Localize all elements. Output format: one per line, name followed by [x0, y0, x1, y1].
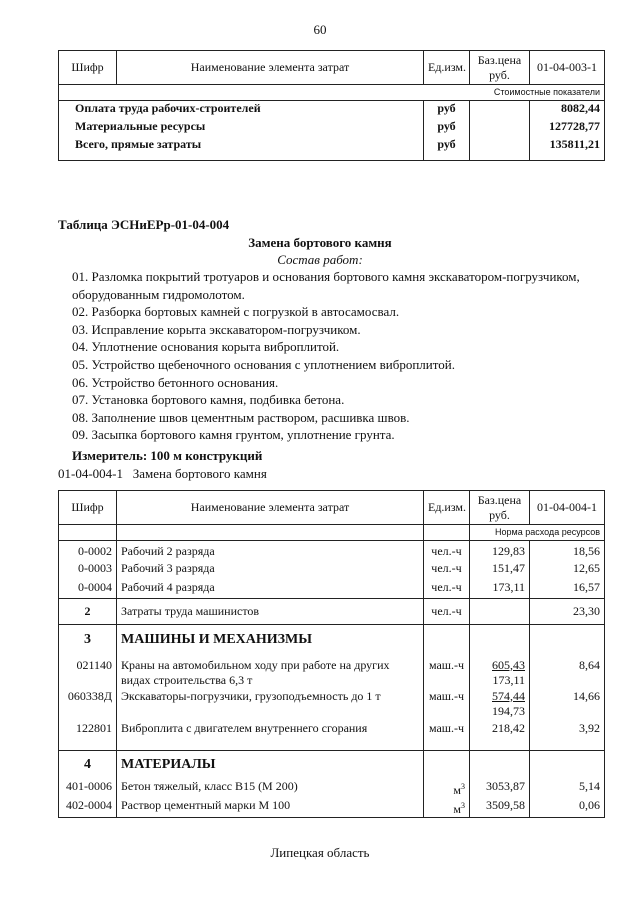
machine-price: 574,44 [492, 688, 525, 703]
resource-norm: 12,65 [530, 561, 605, 580]
material-unit: $м^3$ [424, 779, 470, 798]
material-code: 402-0004 [59, 798, 117, 818]
works-list [72, 268, 592, 444]
material-unit: $м^3$ [424, 798, 470, 818]
resource-norm: 18,56 [530, 541, 605, 561]
material-price: 3053,87 [470, 779, 530, 798]
driver-code: 2 [59, 599, 117, 625]
machine-norm: 3,92 [530, 721, 605, 751]
norm-code-line: 01-04-004-1 Замена бортового камня [58, 466, 267, 481]
machine-price: 218,42 [470, 721, 530, 751]
resource-price: 151,47 [470, 561, 530, 580]
machine-unit: маш.-ч [424, 689, 470, 721]
resource-price: 173,11 [470, 580, 530, 599]
header-name: Наименование элемента затрат [117, 491, 424, 525]
cost-row-unit: руб [424, 137, 470, 161]
works-item: 01. Разломка покрытий тротуаров и основания бортового камня экскаватором-погрузчиком, оборудованным гидромолотом. [72, 269, 580, 302]
resource-name: Рабочий 2 разряда [117, 541, 424, 561]
material-code: 401-0006 [59, 779, 117, 798]
driver-norm: 23,30 [530, 599, 605, 625]
cost-row-name: Материальные ресурсы [59, 119, 424, 137]
material-norm: 0,06 [530, 798, 605, 818]
machines-section-code: 3 [59, 625, 117, 655]
works-item: 09. Засыпка бортового камня грунтом, уплотнение грунта. [72, 427, 395, 443]
header-code: Шифр [59, 491, 117, 525]
machines-section-title: МАШИНЫ И МЕХАНИЗМЫ [117, 625, 424, 655]
machine-code: 060338Д [59, 689, 117, 721]
section-title: Замена бортового камня [248, 235, 392, 250]
works-item: 08. Заполнение швов цементным раствором, расшивка швов. [72, 409, 410, 425]
machine-code: 021140 [59, 655, 117, 689]
footer-region: Липецкая область [270, 845, 370, 860]
resource-code: 0-0003 [59, 561, 117, 580]
resource-norm: 16,57 [530, 580, 605, 599]
machine-name: Краны на автомобильном ходу при работе на других видах строительства 6,3 т [117, 655, 424, 689]
works-item: 02. Разборка бортовых камней с погрузкой в автосамосвал. [72, 304, 400, 320]
resource-code: 0-0002 [59, 541, 117, 561]
header-norm: 01-04-003-1 [530, 51, 605, 85]
resource-name: Рабочий 3 разряда [117, 561, 424, 580]
material-price: 3509,58 [470, 798, 530, 818]
works-item: 06. Устройство бетонного основания. [72, 374, 279, 390]
driver-unit: чел.-ч [424, 599, 470, 625]
machine-name: Виброплита с двигателем внутреннего сгорания [117, 721, 424, 751]
resource-code: 0-0004 [59, 580, 117, 599]
machine-price: 605,43 [492, 657, 525, 672]
resource-unit: чел.-ч [424, 561, 470, 580]
works-item: 05. Устройство щебеночного основания с уплотнением виброплитой. [72, 356, 455, 372]
resource-table-01-04-004-1 [58, 490, 605, 818]
header-price: Баз.цена руб. [470, 51, 530, 85]
page-number: 60 [313, 22, 327, 37]
material-name: Бетон тяжелый, класс В15 (М 200) [117, 779, 424, 798]
table-title: Таблица ЭСНиЕРр-01-04-004 [58, 217, 230, 232]
material-norm: 5,14 [530, 779, 605, 798]
machine-unit: маш.-ч [424, 655, 470, 689]
header-unit: Ед.изм. [424, 51, 470, 85]
material-name: Раствор цементный марки М 100 [117, 798, 424, 818]
meter: Измеритель: 100 м конструкций [72, 448, 263, 463]
subheader: Норма расхода ресурсов [470, 525, 605, 541]
cost-row-name: Оплата труда рабочих-строителей [59, 101, 424, 119]
header-name: Наименование элемента затрат [117, 51, 424, 85]
cost-row-value: 135811,21 [530, 137, 605, 161]
works-item: 07. Установка бортового камня, подбивка бетона. [72, 392, 345, 408]
works-item: 03. Исправление корыта экскаватором-погрузчиком. [72, 321, 361, 337]
works-heading: Состав работ: [277, 252, 363, 267]
machine-price-secondary: 194,73 [492, 703, 525, 718]
driver-name: Затраты труда машинистов [117, 599, 424, 625]
header-unit: Ед.изм. [424, 491, 470, 525]
machine-name: Экскаваторы-погрузчики, грузоподъемность до 1 т [117, 689, 424, 721]
header-price: Баз.цена руб. [470, 491, 530, 525]
machine-unit: маш.-ч [424, 721, 470, 751]
materials-section-title: МАТЕРИАЛЫ [117, 751, 424, 779]
header-code: Шифр [59, 51, 117, 85]
machine-price-secondary: 173,11 [492, 672, 525, 687]
header-norm: 01-04-004-1 [530, 491, 605, 525]
cost-row-unit: руб [424, 101, 470, 119]
cost-row-unit: руб [424, 119, 470, 137]
resource-unit: чел.-ч [424, 541, 470, 561]
resource-unit: чел.-ч [424, 580, 470, 599]
cost-row-value: 127728,77 [530, 119, 605, 137]
machine-code: 122801 [59, 721, 117, 751]
resource-name: Рабочий 4 разряда [117, 580, 424, 599]
cost-row-value: 8082,44 [530, 101, 605, 119]
materials-section-code: 4 [59, 751, 117, 779]
subheader: Стоимостные показатели [59, 85, 605, 101]
machine-norm: 14,66 [530, 689, 605, 721]
resource-price: 129,83 [470, 541, 530, 561]
machine-norm: 8,64 [530, 655, 605, 689]
cost-row-name: Всего, прямые затраты [59, 137, 424, 161]
cost-table-01-04-003-1 [58, 50, 605, 161]
works-item: 04. Уплотнение основания корыта виброплитой. [72, 339, 340, 355]
